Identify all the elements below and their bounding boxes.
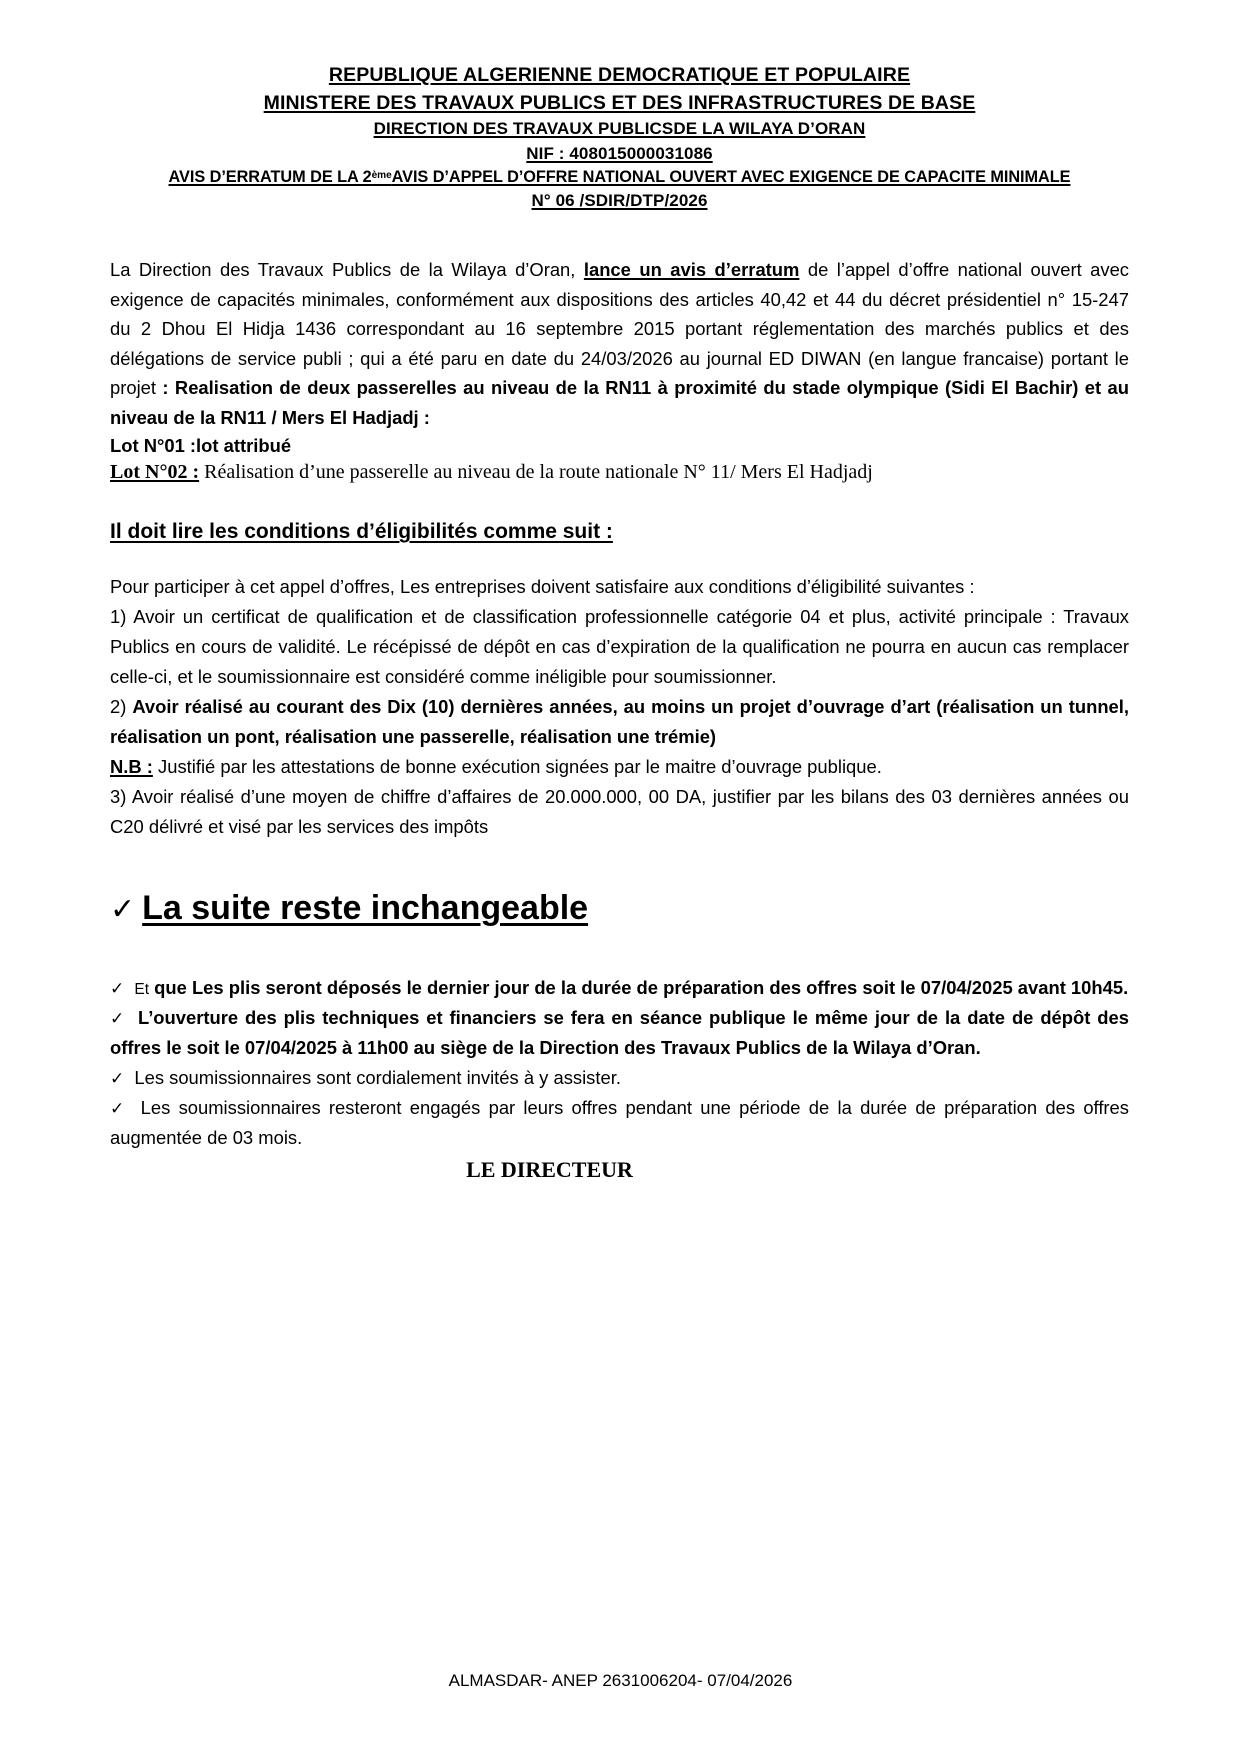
- header-line-ministry-text: MINISTERE DES TRAVAUX PUBLICS ET DES INFRASTRUCTURES DE BASE: [263, 91, 976, 114]
- header-line-reference: [110, 189, 1129, 213]
- bullet-list: [110, 973, 1129, 1153]
- intro-part2: de l’appel d’offre national ouvert avec exigence de capacités minimales, conformément aux dispositions des articles 40,42 et 44 du décret présidentiel n° 15-247 du 2 Dhou El Hidja 1436 correspondant au 16 septembre 2015 portant réglementation des marchés publics et des délégations de service publi ; qui a été paru en date du 24/03/2026 au journal ED DIWAN (en langue francaise) portant le projet: [110, 258, 1129, 399]
- eligibility-item-1: 1) Avoir un certificat de qualification et de classification professionnelle catégorie 04 et plus, activité principale : Travaux Publics en cours de validité. Le récépissé de dépôt en cas d’expiration de la qualification ne pourra en aucun cas remplacer celle-ci, et le soumissionnaire est considéré comme inéligible pour soumissionner.: [110, 606, 1129, 688]
- eligibility-item-2: [110, 692, 1129, 752]
- eligibility-section: [110, 486, 1129, 842]
- list-item: [110, 1063, 1129, 1093]
- notice-ordinal-suffix: ème: [371, 169, 392, 181]
- document-header: [110, 62, 1129, 213]
- header-line-ministry: [110, 90, 1129, 118]
- header-line-nif-text: NIF : 408015000031086: [526, 143, 713, 163]
- intro-emphasis: lance un avis d’erratum: [583, 258, 800, 280]
- lot-2-line: [110, 459, 1129, 486]
- checkmark-icon: ✓: [110, 893, 136, 927]
- bullet-1-text: que Les plis seront déposés le dernier jour de la durée de préparation des offres soit le 07/04/2025 avant 10h45.: [149, 977, 1129, 999]
- signature-text: LE DIRECTEUR: [466, 1157, 633, 1183]
- bullet-3-text: Les soumissionnaires sont cordialement invités à y assister.: [134, 1067, 621, 1089]
- unchanged-heading: [110, 888, 1129, 929]
- header-line-notice-type: [110, 166, 1129, 189]
- eligibility-item-3: 3) Avoir réalisé d’une moyen de chiffre d’affaires de 20.000.000, 00 DA, justifier par les bilans des 03 dernières années ou C20 délivré et visé par les services des impôts: [110, 786, 1129, 838]
- bullet-2-text: L’ouverture des plis techniques et financiers se fera en séance publique le même jour de la date de dépôt des offres le soit le 07/04/2025 à 11h00 au siège de la Direction des Travaux Publics de la Wilaya d’Oran.: [110, 1007, 1129, 1059]
- intro-part1: La Direction des Travaux Publics de la Wilaya d’Oran,: [110, 258, 584, 280]
- header-line-direction: [110, 117, 1129, 141]
- intro-paragraph: [110, 255, 1129, 433]
- header-line-reference-text: N° 06 /SDIR/DTP/2026: [531, 190, 708, 210]
- eligibility-lead: Pour participer à cet appel d’offres, Les entreprises doivent satisfaire aux conditions d’éligibilité suivantes :: [110, 576, 975, 598]
- notice-suffix: AVIS D’APPEL D’OFFRE NATIONAL OUVERT AVEC EXIGENCE DE CAPACITE MINIMALE: [391, 167, 1071, 186]
- header-line-nif: [110, 142, 1129, 166]
- checkmark-icon: ✓: [110, 1069, 125, 1089]
- footer-reference-text: ALMASDAR- ANEP 2631006204- 07/04/2026: [448, 1671, 793, 1690]
- checkmark-icon: ✓: [110, 979, 125, 999]
- bullet-4-text: Les soumissionnaires resteront engagés par leurs offres pendant une période de la durée de préparation des offres augmentée de 03 mois.: [110, 1097, 1129, 1149]
- notice-prefix: AVIS D’ERRATUM DE LA 2: [168, 167, 372, 186]
- intro-project-title: : Realisation de deux passerelles au niveau de la RN11 à proximité du stade olympique (Sidi El Bachir) et au niveau de la RN11 / Mers El Hadjadj :: [110, 377, 1129, 429]
- list-item: [110, 1093, 1129, 1153]
- list-item: [110, 1003, 1129, 1063]
- eligibility-item-2-number: 2): [110, 696, 133, 718]
- intro-block: [110, 255, 1129, 486]
- lot-1-line: Lot N°01 :lot attribué: [110, 434, 292, 456]
- page-footer: [0, 1671, 1241, 1691]
- list-item: [110, 973, 1129, 1003]
- lot-2-label: Lot N°02 :: [110, 461, 200, 484]
- eligibility-nb-text: Justifié par les attestations de bonne exécution signées par le maitre d’ouvrage publique.: [152, 756, 882, 778]
- checkmark-icon: ✓: [110, 1099, 128, 1119]
- header-line-notice-type-text: [169, 168, 1071, 186]
- header-line-republic: [110, 62, 1129, 90]
- bullet-1-lead: Et: [134, 981, 150, 999]
- eligibility-nb-label: N.B :: [110, 756, 153, 778]
- signature-block: [110, 1157, 1129, 1183]
- eligibility-body: [110, 572, 1129, 842]
- header-line-direction-text: DIRECTION DES TRAVAUX PUBLICSDE LA WILAYA D’ORAN: [373, 119, 866, 139]
- checkmark-icon: ✓: [110, 1009, 127, 1029]
- header-line-republic-text: REPUBLIQUE ALGERIENNE DEMOCRATIQUE ET POPULAIRE: [328, 64, 911, 86]
- eligibility-nb: [110, 752, 1129, 782]
- eligibility-item-2-text: Avoir réalisé au courant des Dix (10) dernières années, au moins un projet d’ouvrage d’art (réalisation un tunnel, réalisation un pont, réalisation une passerelle, réalisation une trémie): [110, 696, 1129, 748]
- eligibility-title: Il doit lire les conditions d’éligibilités comme suit :: [110, 520, 613, 544]
- lot-2-text: Réalisation d’une passerelle au niveau de la route nationale N° 11/ Mers El Hadjadj: [199, 461, 873, 484]
- unchanged-heading-text: La suite reste inchangeable: [142, 889, 589, 928]
